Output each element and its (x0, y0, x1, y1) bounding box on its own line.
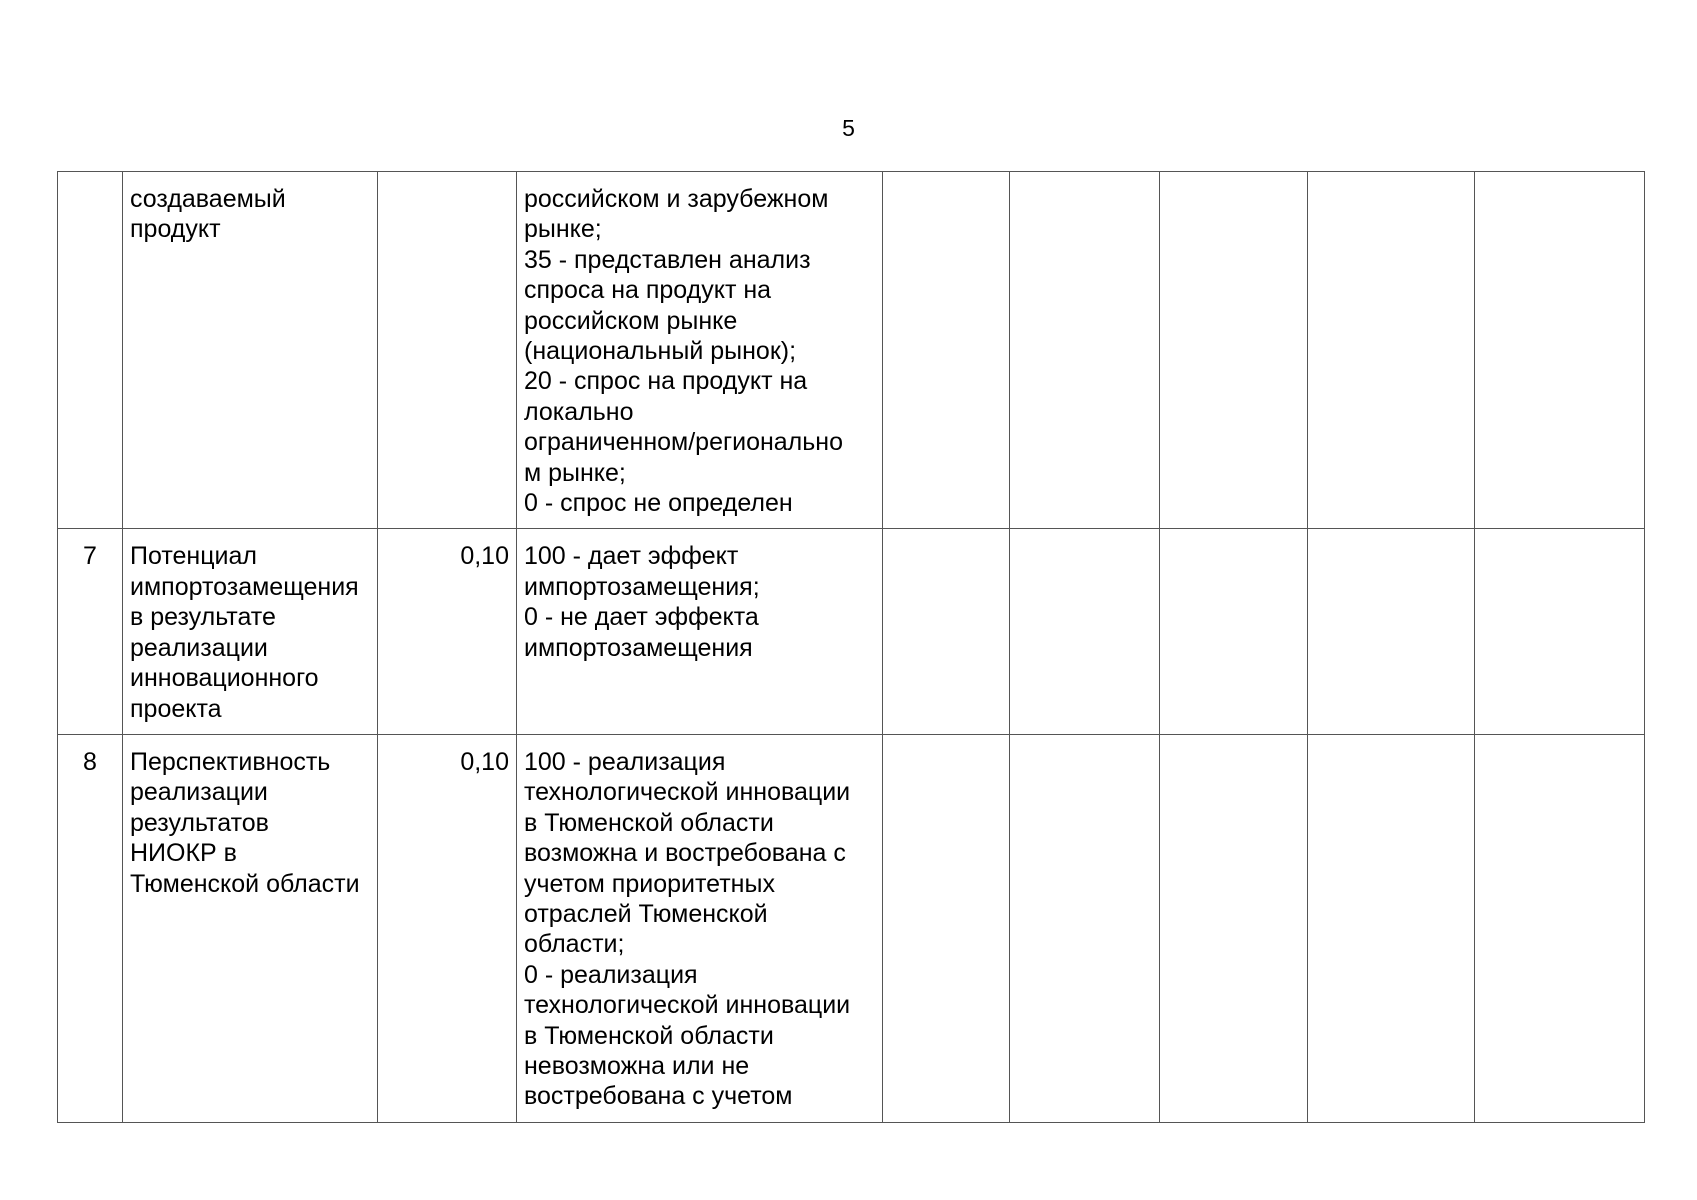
scale-line: в Тюменской области (524, 808, 774, 837)
scale-line: (национальный рынок); (524, 337, 797, 366)
criterion-name-line: в результате (130, 603, 276, 632)
empty-cell (1475, 172, 1645, 529)
scale-line: 0 - спрос не определен (524, 489, 793, 518)
scale-line: области; (524, 930, 625, 959)
weight-cell: 0,10 (378, 529, 517, 734)
criterion-name-line: результатов (130, 808, 269, 837)
scale-line: технологической инновации (524, 778, 851, 807)
criterion-name-line: создаваемый (130, 185, 286, 213)
empty-cell (1475, 734, 1645, 1122)
empty-cell (1160, 734, 1308, 1122)
criterion-name-line: Перспективность (130, 747, 331, 776)
empty-cell (1010, 172, 1160, 529)
criterion-name-line: реализации (130, 778, 268, 807)
scale-line: 100 - дает эффект (524, 542, 739, 571)
scale-line: 0 - не дает эффекта (524, 603, 759, 632)
scale-line: 0 - реализация (524, 960, 698, 989)
weight-cell (378, 172, 517, 529)
criterion-name-line: Тюменской области (130, 869, 360, 898)
empty-cell (1308, 172, 1475, 529)
scale-line: возможна и востребована с (524, 839, 846, 868)
scale-line: спроса на продукт на (524, 276, 772, 305)
criteria-table (57, 171, 1645, 1123)
scale-line: 20 - спрос на продукт на (524, 367, 808, 396)
empty-cell (1308, 529, 1475, 734)
scale-cell (517, 529, 883, 734)
scale-line: невозможна или не (524, 1051, 750, 1080)
page-number: 5 (842, 115, 855, 141)
criterion-name-line: реализации (130, 633, 268, 662)
row-number-cell (58, 172, 123, 529)
table-row (58, 529, 1645, 734)
row-number-cell: 8 (58, 734, 123, 1122)
criterion-name-cell (123, 734, 378, 1122)
criterion-name-cell (123, 172, 378, 529)
criterion-name-line: Потенциал (130, 542, 257, 571)
empty-cell (883, 172, 1010, 529)
empty-cell (1308, 734, 1475, 1122)
empty-cell (1160, 172, 1308, 529)
empty-cell (883, 734, 1010, 1122)
empty-cell (1475, 529, 1645, 734)
empty-cell (883, 529, 1010, 734)
scale-line: ограниченном/регионально (524, 428, 844, 457)
criterion-name-line: продукт (130, 215, 221, 244)
empty-cell (1160, 529, 1308, 734)
table-row (58, 734, 1645, 1122)
empty-cell (1010, 529, 1160, 734)
scale-cell (517, 734, 883, 1122)
scale-line: импортозамещения; (524, 572, 760, 601)
scale-line: импортозамещения (524, 633, 753, 662)
scale-line: локально (524, 397, 634, 426)
scale-line: учетом приоритетных (524, 869, 775, 898)
scale-line: востребована с учетом (524, 1082, 793, 1111)
criterion-name-line: импортозамещения (130, 572, 359, 601)
scale-line: 35 - представлен анализ (524, 245, 811, 274)
scale-line: российском и зарубежном (524, 185, 829, 213)
weight-cell: 0,10 (378, 734, 517, 1122)
criterion-name-line: НИОКР в (130, 839, 237, 868)
scale-line: в Тюменской области (524, 1021, 774, 1050)
scale-line: технологической инновации (524, 991, 851, 1020)
scale-line: российском рынке (524, 306, 738, 335)
scale-line: рынке; (524, 215, 602, 244)
empty-cell (1010, 734, 1160, 1122)
scale-line: отраслей Тюменской (524, 899, 768, 928)
row-number-cell: 7 (58, 529, 123, 734)
criterion-name-line: инновационного (130, 664, 319, 693)
scale-line: м рынке; (524, 458, 626, 487)
scale-line: 100 - реализация (524, 747, 726, 776)
scale-cell (517, 172, 883, 529)
table-row (58, 172, 1645, 529)
criterion-name-cell (123, 529, 378, 734)
criterion-name-line: проекта (130, 694, 222, 723)
